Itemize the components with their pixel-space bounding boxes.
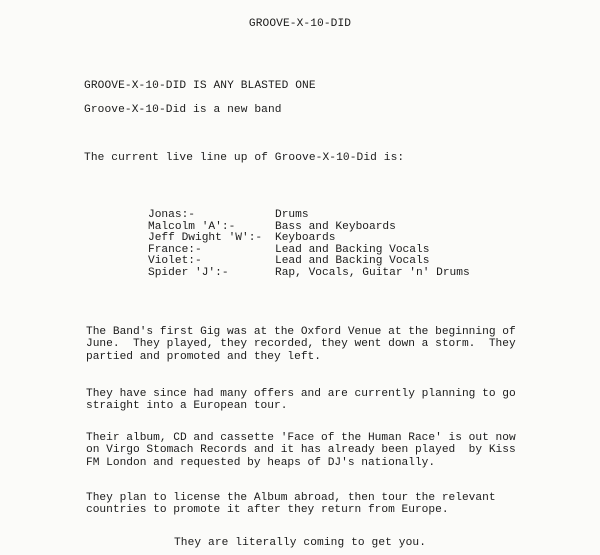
- document-title: GROOVE-X-10-DID: [248, 18, 352, 30]
- member-name: Jonas:-: [148, 209, 195, 221]
- member-name: Spider 'J':-: [148, 266, 229, 279]
- member-role: Bass and Keyboards: [275, 220, 396, 233]
- document-heading: GROOVE-X-10-DID IS ANY BLASTED ONE: [84, 80, 316, 92]
- lineup-row: [148, 268, 568, 280]
- member-role: Keyboards: [275, 232, 336, 245]
- member-role: Lead and Backing Vocals: [275, 255, 430, 268]
- paragraph-album: Their album, CD and cassette 'Face of the Human Race' is out now on Virgo Stomach Records and it has already been played by Kiss FM London and requested by heaps of DJ's nationally.: [86, 432, 516, 469]
- member-name: Violet:-: [148, 255, 202, 268]
- member-name: Jeff Dwight 'W':-: [148, 232, 263, 245]
- member-name: France:-: [148, 243, 202, 256]
- member-role: Lead and Backing Vocals: [275, 243, 430, 256]
- lineup-row: [148, 210, 568, 222]
- lineup-list: [148, 210, 568, 280]
- paragraph-license: They plan to license the Album abroad, then tour the relevant countries to promote it after they return from Europe.: [86, 492, 496, 517]
- closing-line: They are literally coming to get you.: [173, 537, 427, 549]
- member-name: Malcolm 'A':-: [148, 220, 236, 233]
- intro-text: Groove-X-10-Did is a new band: [84, 104, 282, 116]
- member-role: Drums: [275, 209, 309, 221]
- lineup-intro-text: The current live line up of Groove-X-10-Did is:: [84, 152, 405, 164]
- paragraph-first-gig: The Band's first Gig was at the Oxford Venue at the beginning of June. They played, they recorded, they went down a storm. They partied and promoted and they left.: [86, 326, 516, 363]
- paragraph-offers: They have since had many offers and are currently planning to go straight into a European tour.: [86, 388, 516, 413]
- member-role: Rap, Vocals, Guitar 'n' Drums: [275, 266, 470, 279]
